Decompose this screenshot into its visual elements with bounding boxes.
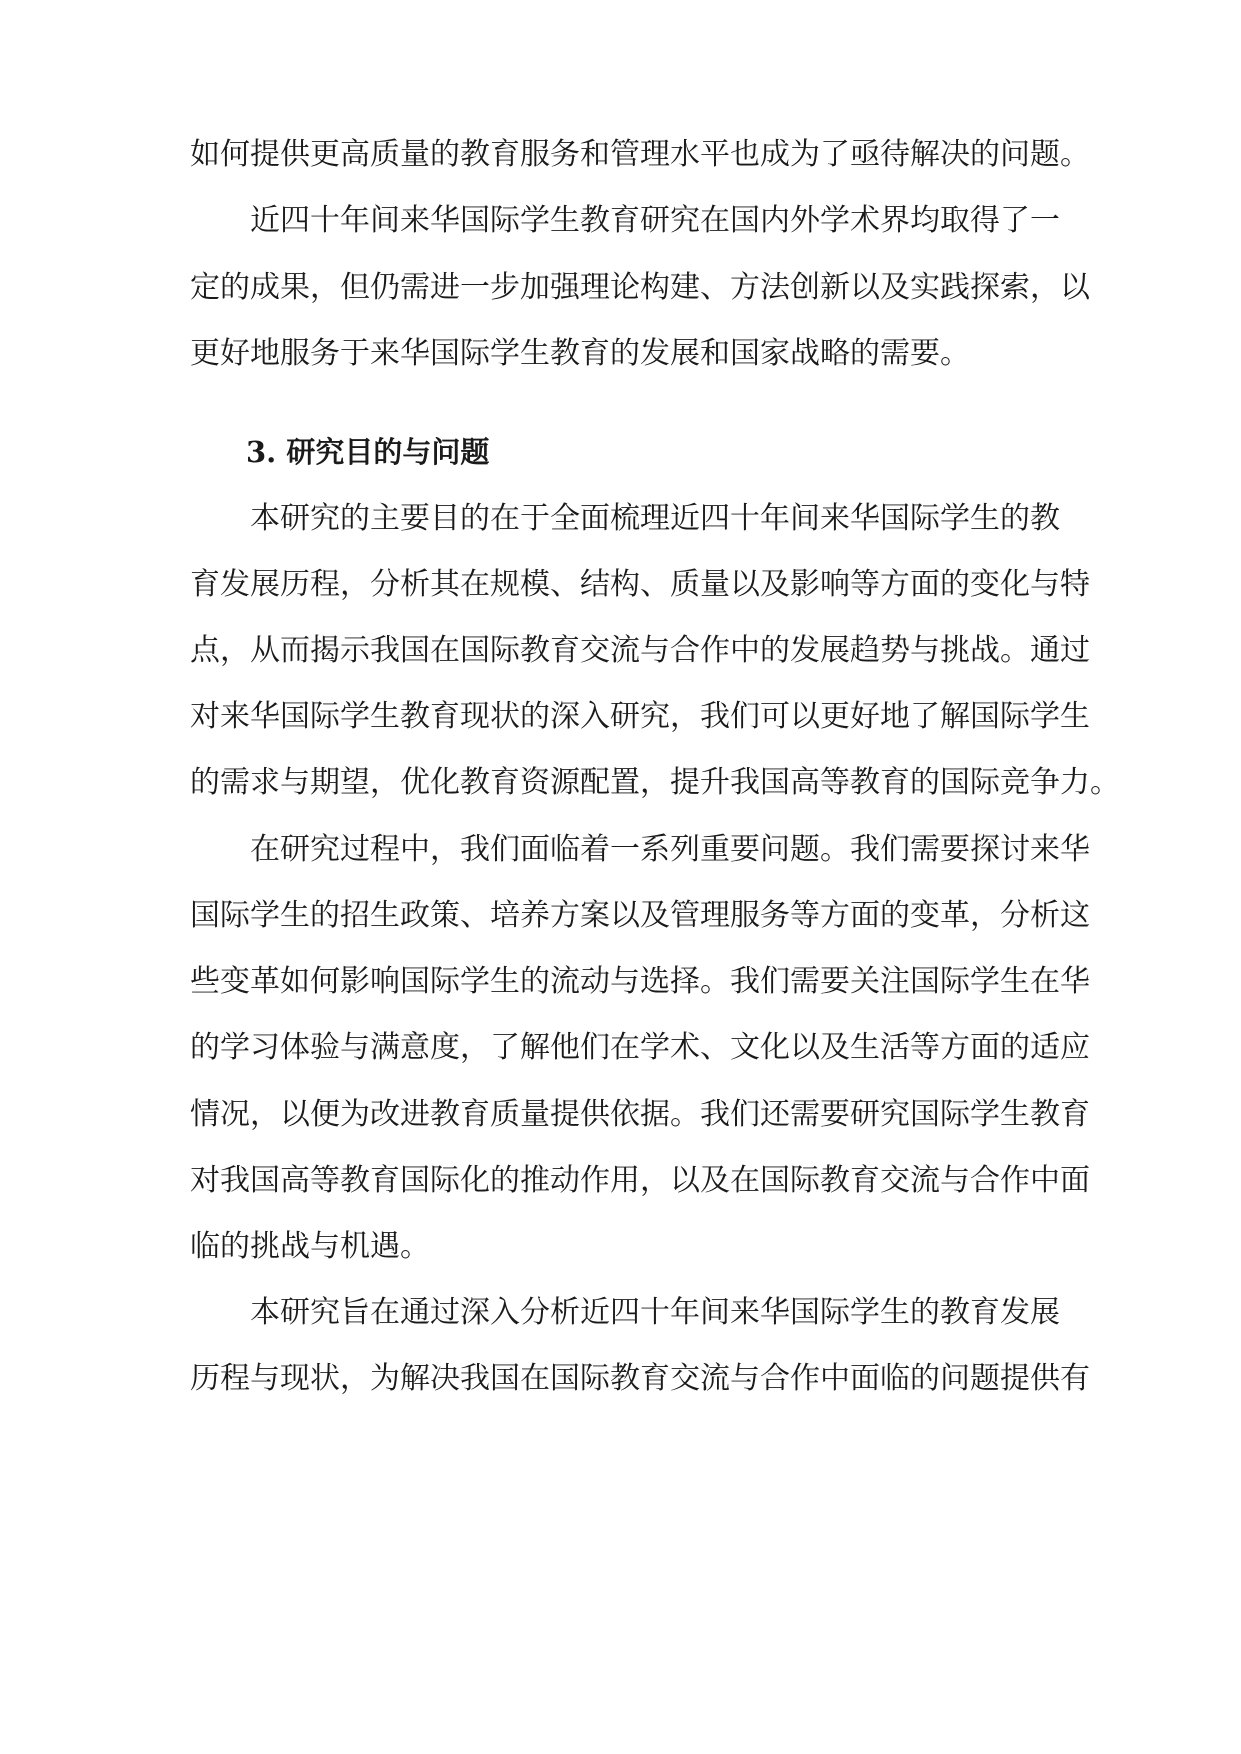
paragraph-line: 本研究旨在通过深入分析近四十年间来华国际学生的教育发展 xyxy=(250,1295,1060,1330)
paragraph-line: 更好地服务于来华国际学生教育的发展和国家战略的需要。 xyxy=(190,336,970,371)
paragraph-line: 的需求与期望，优化教育资源配置，提升我国高等教育的国际竞争力。 xyxy=(190,765,1120,800)
paragraph-line: 本研究的主要目的在于全面梳理近四十年间来华国际学生的教 xyxy=(250,501,1060,536)
paragraph-line: 育发展历程，分析其在规模、结构、质量以及影响等方面的变化与特 xyxy=(190,567,1090,602)
paragraph-line: 情况，以便为改进教育质量提供依据。我们还需要研究国际学生教育 xyxy=(190,1097,1090,1132)
paragraph-line: 如何提供更高质量的教育服务和管理水平也成为了亟待解决的问题。 xyxy=(190,137,1090,172)
paragraph-line: 对来华国际学生教育现状的深入研究，我们可以更好地了解国际学生 xyxy=(190,699,1090,734)
paragraph-line: 国际学生的招生政策、培养方案以及管理服务等方面的变革，分析这 xyxy=(190,898,1090,933)
paragraph-line: 些变革如何影响国际学生的流动与选择。我们需要关注国际学生在华 xyxy=(190,964,1090,999)
paragraph-line: 临的挑战与机遇。 xyxy=(190,1229,430,1264)
paragraph-line: 历程与现状，为解决我国在国际教育交流与合作中面临的问题提供有 xyxy=(190,1361,1090,1396)
paragraph-line: 定的成果，但仍需进一步加强理论构建、方法创新以及实践探索，以 xyxy=(190,270,1090,305)
paragraph-line: 在研究过程中，我们面临着一系列重要问题。我们需要探讨来华 xyxy=(250,832,1090,867)
paragraph-line: 点，从而揭示我国在国际教育交流与合作中的发展趋势与挑战。通过 xyxy=(190,633,1090,668)
paragraph-line: 近四十年间来华国际学生教育研究在国内外学术界均取得了一 xyxy=(250,203,1060,238)
section-heading: 3. 研究目的与问题 xyxy=(246,435,490,469)
paragraph-line: 的学习体验与满意度，了解他们在学术、文化以及生活等方面的适应 xyxy=(190,1030,1090,1065)
paragraph-line: 对我国高等教育国际化的推动作用，以及在国际教育交流与合作中面 xyxy=(190,1163,1090,1198)
